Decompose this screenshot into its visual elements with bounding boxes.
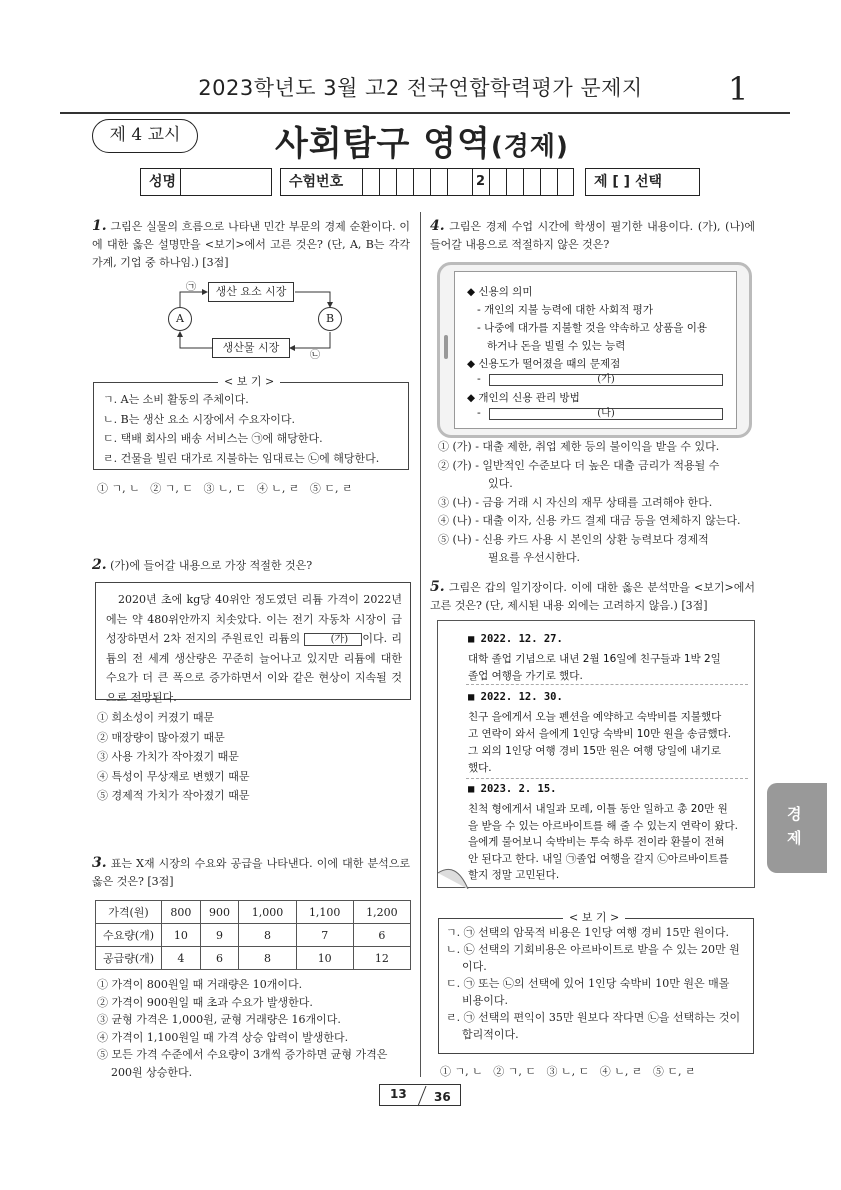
exam-id-label: 수험번호 xyxy=(289,174,344,190)
diary-line: 그 외의 1인당 여행 경비 15만 원은 여행 당일에 내기로 xyxy=(468,745,721,757)
table-cell: 10 xyxy=(296,947,353,970)
note-line: - 개인의 지불 능력에 대한 사회적 평가 xyxy=(477,304,653,316)
table-cell: 6 xyxy=(200,947,239,970)
choice-field[interactable] xyxy=(585,168,700,196)
diary-line: 할지 정말 고민된다. xyxy=(468,869,560,881)
table-cell: 12 xyxy=(353,947,410,970)
q3-choice[interactable]: ③ 균형 가격은 1,000원, 균형 거래량은 16개이다. xyxy=(97,1013,341,1026)
node-b: B xyxy=(318,307,342,331)
subject-side-tab xyxy=(767,783,827,873)
note-heading: ◆ 신용의 의미 xyxy=(467,286,533,298)
table-cell: 9 xyxy=(200,924,239,947)
diary xyxy=(437,620,755,888)
q2-blank: (가) xyxy=(304,633,362,646)
q2-choice[interactable]: ① 희소성이 커졌기 때문 xyxy=(97,711,215,724)
exam-title: 2023학년도 3월 고2 전국연합학력평가 문제지 xyxy=(198,76,643,100)
diary-date: ■ 2022. 12. 27. xyxy=(468,633,563,645)
table-row xyxy=(96,901,411,924)
table-cell: 가격(원) xyxy=(96,901,162,924)
q3-choice[interactable]: ④ 가격이 1,100원일 때 가격 상승 압력이 발생한다. xyxy=(97,1030,349,1044)
subject-main: 사회탐구 영역 xyxy=(275,124,491,164)
diary-line: 고 연락이 와서 을에게 1인당 숙박비 10만 원을 송금했다. xyxy=(468,728,732,740)
q5-bogi-item: ㄱ. ㉠ 선택의 암묵적 비용은 1인당 여행 경비 15만 원이다. xyxy=(446,926,729,939)
choice-label: 제 [ ] 선택 xyxy=(594,174,662,190)
table-cell: 1,200 xyxy=(353,901,410,924)
q2-choice[interactable]: ④ 특성이 무상재로 변했기 때문 xyxy=(97,769,250,783)
q4-choice-cont: 필요를 우선시한다. xyxy=(488,551,581,564)
q1-text: 그림은 실물의 흐름으로 나타낸 민간 부문의 경제 순환이다. 이에 대한 옳은 설명만을 <보기>에서 고른 것은? (단, A, B는 각각 가계, 기업 중 하나임.) [3점] xyxy=(92,220,410,269)
subject-sub: (경제) xyxy=(490,132,569,162)
table-cell: 6 xyxy=(353,924,410,947)
diary-entry xyxy=(468,801,738,884)
q1-bogi-title: < 보 기 > xyxy=(218,376,280,388)
q3-choice[interactable]: ① 가격이 800원일 때 거래량은 10개이다. xyxy=(97,978,303,991)
q3-choice-cont: 200원 상승한다. xyxy=(111,1065,193,1079)
note-line: - 나중에 대가를 지불할 것을 약속하고 상품을 이용 xyxy=(477,322,708,334)
q1-number: 1. xyxy=(92,218,107,234)
q5-bogi-item: ㄷ. ㉠ 또는 ㉡의 선택에 있어 1인당 숙박비 10만 원은 매몰 xyxy=(446,977,730,990)
q1-bogi-list xyxy=(103,390,403,468)
q1-diagram xyxy=(150,282,350,362)
diary-entry xyxy=(468,651,721,685)
q4-choice-cont: 있다. xyxy=(488,477,513,490)
period-badge: 제 4 교시 xyxy=(92,119,198,153)
diary-line: 을에게 물어보니 숙박비는 투숙 하루 전이라 환불이 전혀 xyxy=(468,836,725,848)
q5-choices[interactable]: ① ㄱ, ㄴ ② ㄱ, ㄷ ③ ㄴ, ㄷ ④ ㄴ, ㄹ ⑤ ㄷ, ㄹ xyxy=(440,1065,696,1078)
q5-bogi-cont: 비용이다. xyxy=(462,994,509,1007)
diary-date: ■ 2022. 12. 30. xyxy=(468,691,563,703)
product-market-node: 생산물 시장 xyxy=(212,338,290,358)
q4-number: 4. xyxy=(430,218,445,234)
q5-bogi-item: ㄴ. ㉡ 선택의 기회비용은 아르바이트로 받을 수 있는 20만 원 xyxy=(446,943,740,956)
table-cell: 공급량(개) xyxy=(96,947,162,970)
table-cell: 수요량(개) xyxy=(96,924,162,947)
table-cell: 7 xyxy=(296,924,353,947)
table-cell: 800 xyxy=(162,901,201,924)
q4-choice[interactable]: ③ (나) - 금융 거래 시 자신의 재무 상태를 고려해야 한다. xyxy=(438,495,713,509)
q3-number: 3. xyxy=(92,855,107,871)
q4-choice[interactable]: ② (가) - 일반적인 수준보다 더 높은 대출 금리가 적용될 수 xyxy=(438,458,720,472)
table-cell: 8 xyxy=(239,947,296,970)
q5-bogi-cont: 이다. xyxy=(462,960,487,973)
q3-choice[interactable]: ② 가격이 900원일 때 초과 수요가 발생한다. xyxy=(97,995,313,1009)
q2-passage xyxy=(106,590,402,707)
page-counter xyxy=(379,1084,461,1106)
q4-choice[interactable]: ① (가) - 대출 제한, 취업 제한 등의 불이익을 받을 수 있다. xyxy=(438,440,720,453)
q2-passage-b: 이다. 리튬의 전 세계 생산량은 꾸준히 늘어나고 있지만 리튬에 대한 수요가 더 큰 폭으로 증가하면서 이와 같은 현상이 지속될 것으로 전망된다. xyxy=(106,632,403,704)
diary-date: ■ 2023. 2. 15. xyxy=(468,783,557,795)
diary-line: 안 된다고 한다. 내일 ㉠졸업 여행을 갈지 ㉡아르바이트를 xyxy=(468,852,729,865)
table-cell: 1,000 xyxy=(239,901,296,924)
side-tab-char: 제 xyxy=(787,829,802,847)
tablet-button-icon xyxy=(444,335,448,359)
diary-line: 친척 형에게서 내일과 모레, 이틀 동안 일하고 총 20만 원 xyxy=(468,803,728,815)
question-1 xyxy=(92,217,410,272)
q1-bogi-item: ㄴ. B는 생산 요소 시장에서 수요자이다. xyxy=(103,412,295,426)
question-2 xyxy=(92,556,410,575)
table-row xyxy=(96,924,411,947)
q3-choices xyxy=(97,976,415,1081)
subject-title xyxy=(275,116,569,165)
tablet-notebook xyxy=(437,262,752,438)
page-current: 13 xyxy=(390,1087,407,1101)
header-rule xyxy=(60,112,790,114)
q3-choice[interactable]: ⑤ 모든 가격 수준에서 수요량이 3개씩 증가하면 균형 가격은 xyxy=(97,1048,388,1061)
q2-choice[interactable]: ③ 사용 가치가 작아졌기 때문 xyxy=(97,750,239,763)
diary-line: 친구 을에게서 오늘 펜션을 예약하고 숙박비를 지불했다 xyxy=(468,711,722,723)
note-line: 하거나 돈을 빌릴 수 있는 능력 xyxy=(487,340,626,352)
q4-choice[interactable]: ⑤ (나) - 신용 카드 사용 시 본인의 상환 능력보다 경제적 xyxy=(438,532,709,546)
question-5 xyxy=(430,578,755,615)
info-bar xyxy=(140,168,700,196)
note-blank-na: (나) xyxy=(489,408,723,420)
table-row xyxy=(96,947,411,970)
factor-market-node: 생산 요소 시장 xyxy=(208,282,294,302)
q1-choices[interactable]: ① ㄱ, ㄴ ② ㄱ, ㄷ ③ ㄴ, ㄷ ④ ㄴ, ㄹ ⑤ ㄷ, ㄹ xyxy=(97,482,353,495)
q2-choice[interactable]: ⑤ 경제적 가치가 작아졌기 때문 xyxy=(97,789,250,802)
table-cell: 1,100 xyxy=(296,901,353,924)
exam-id-digit: 2 xyxy=(475,174,486,189)
q2-choices xyxy=(97,708,407,806)
table-cell: 900 xyxy=(200,901,239,924)
q2-passage-a: 2020년 초에 kg당 40위안 정도였던 리튬 가격이 2022년에는 약 480위안까지 치솟았다. 이는 전기 자동차 시장이 급성장하면서 2차 전지의 주원료인 리튬의 xyxy=(106,593,402,645)
q1-bogi-item: ㄹ. 건물을 빌린 대가로 지불하는 임대료는 ㉡에 해당한다. xyxy=(103,451,380,465)
note-heading: ◆ 개인의 신용 관리 방법 xyxy=(467,392,580,404)
q2-text: (가)에 들어갈 내용으로 가장 적절한 것은? xyxy=(110,559,313,572)
page-number: 1 xyxy=(728,70,749,108)
q5-bogi-title: < 보 기 > xyxy=(563,912,625,924)
column-divider xyxy=(420,212,421,1077)
tablet-screen: ◆ 신용의 의미 - 개인의 지불 능력에 대한 사회적 평가 - 나중에 대가를 지불할 것을 약속하고 상품을 이용 하거나 돈을 빌릴 수 있는 능력 ◆ 신용도가 떨어졌을 때의 문제점 - (가) ◆ 개인의 신용 관리 방법 - (나) xyxy=(454,271,737,429)
q1-bogi-item: ㄷ. 택배 회사의 배송 서비스는 ㉠에 해당한다. xyxy=(103,432,323,445)
marker-1: ㉠ xyxy=(186,282,196,293)
q4-choices xyxy=(438,438,756,568)
node-a: A xyxy=(168,307,192,331)
question-4 xyxy=(430,217,755,254)
q5-bogi-list xyxy=(446,924,750,1043)
question-3 xyxy=(92,854,410,891)
q5-text: 그림은 갑의 일기장이다. 이에 대한 옳은 분석만을 <보기>에서 고른 것은? (단, 제시된 내용 외에는 고려하지 않음.) [3점] xyxy=(430,581,755,612)
diary-line: 대학 졸업 기념으로 내년 2월 16일에 친구들과 1박 2일 xyxy=(468,653,721,665)
q3-table xyxy=(95,900,411,970)
diary-line: 했다. xyxy=(468,762,492,774)
note-blank-ga: (가) xyxy=(489,374,723,386)
q5-bogi-cont: 합리적이다. xyxy=(462,1028,519,1041)
page-total: 36 xyxy=(434,1090,451,1104)
diary-line: 졸업 여행을 가기로 했다. xyxy=(468,670,583,682)
note-heading: ◆ 신용도가 떨어졌을 때의 문제점 xyxy=(467,358,621,370)
q4-text: 그림은 경제 수업 시간에 학생이 필기한 내용이다. (가), (나)에 들어갈 내용으로 적절하지 않은 것은? xyxy=(430,220,756,251)
side-tab-char: 경 xyxy=(787,805,802,823)
marker-2: ㉡ xyxy=(310,350,320,361)
name-input-box[interactable] xyxy=(180,168,272,196)
q4-choice[interactable]: ④ (나) - 대출 이자, 신용 카드 결제 대금 등을 연체하지 않는다. xyxy=(438,514,741,527)
table-cell: 4 xyxy=(162,947,201,970)
q2-number: 2. xyxy=(92,557,107,573)
name-label: 성명 xyxy=(149,174,177,190)
diary-line: 을 받을 수 있는 아르바이트를 해 줄 수 있는지 연락이 왔다. xyxy=(468,819,739,832)
exam-id-digits xyxy=(362,168,574,196)
q1-bogi-item: ㄱ. A는 소비 활동의 주체이다. xyxy=(103,393,249,406)
diary-entry xyxy=(468,709,731,777)
q3-text: 표는 X재 시장의 수요와 공급을 나타낸다. 이에 대한 분석으로 옳은 것은? [3점] xyxy=(92,857,411,888)
q2-choice[interactable]: ② 매장량이 많아졌기 때문 xyxy=(97,730,225,744)
table-cell: 8 xyxy=(239,924,296,947)
table-cell: 10 xyxy=(162,924,201,947)
q5-number: 5. xyxy=(430,579,445,595)
q5-bogi-item: ㄹ. ㉠ 선택의 편익이 35만 원보다 작다면 ㉡을 선택하는 것이 xyxy=(446,1011,741,1024)
